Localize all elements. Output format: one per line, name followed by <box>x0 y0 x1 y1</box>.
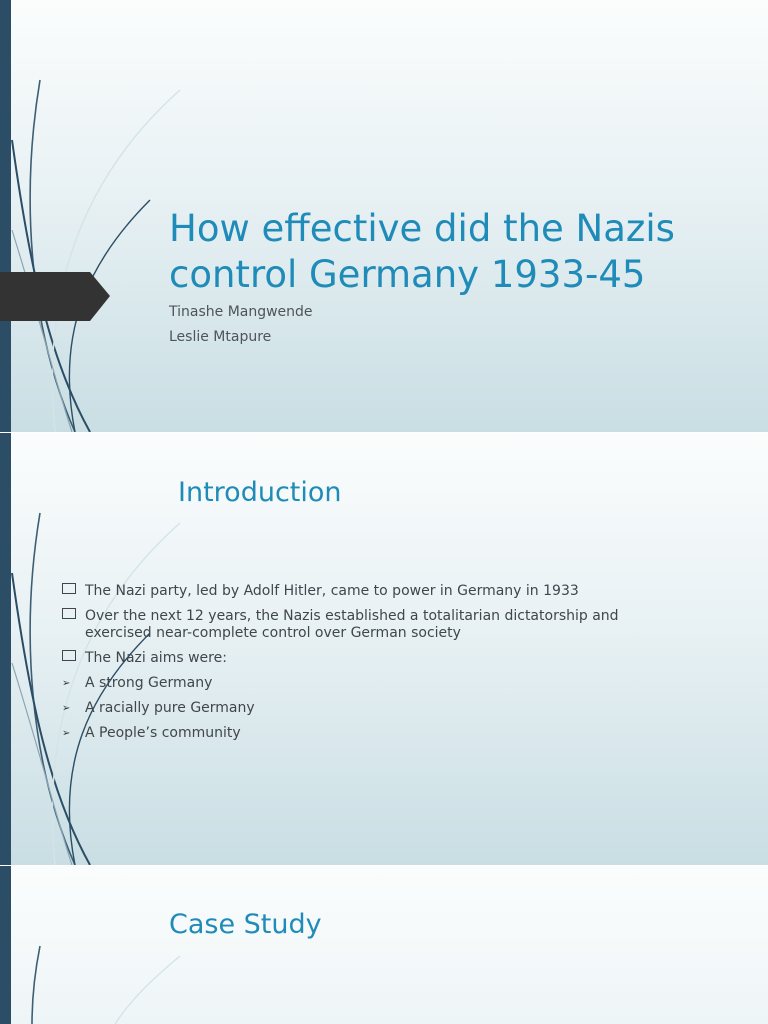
author-2: Leslie Mtapure <box>169 329 272 345</box>
case-study-heading: Case Study <box>169 909 322 940</box>
slide-title: How effective did the Nazis control Germany 1933-45 <box>169 207 675 296</box>
title-slide <box>0 0 768 432</box>
bullet-text: The Nazi party, led by Adolf Hitler, came to power in Germany in 1933 <box>85 583 579 599</box>
introduction-bullet-list <box>62 583 662 750</box>
list-item <box>62 608 662 642</box>
bullet-text: The Nazi aims were: <box>85 650 227 666</box>
list-item <box>62 675 662 692</box>
introduction-heading: Introduction <box>178 477 342 508</box>
case-study-slide <box>0 866 768 1024</box>
square-bullet-icon <box>62 608 76 619</box>
list-item <box>62 583 662 600</box>
list-item <box>62 725 662 742</box>
decorative-swoosh <box>0 866 220 1024</box>
square-bullet-icon <box>62 650 76 661</box>
list-item <box>62 650 662 667</box>
arrow-bullet-icon: ➢ <box>62 703 71 714</box>
introduction-slide <box>0 433 768 865</box>
bullet-text: Over the next 12 years, the Nazis established a totalitarian dictatorship and exercised near-complete control over German society <box>85 608 619 641</box>
bullet-text: A racially pure Germany <box>85 700 255 716</box>
bullet-text: A People’s community <box>85 725 241 741</box>
list-item <box>62 700 662 717</box>
title-tab-shape <box>0 272 112 322</box>
author-1: Tinashe Mangwende <box>169 304 313 320</box>
arrow-bullet-icon: ➢ <box>62 728 71 739</box>
square-bullet-icon <box>62 583 76 594</box>
bullet-text: A strong Germany <box>85 675 213 691</box>
arrow-bullet-icon: ➢ <box>62 678 71 689</box>
